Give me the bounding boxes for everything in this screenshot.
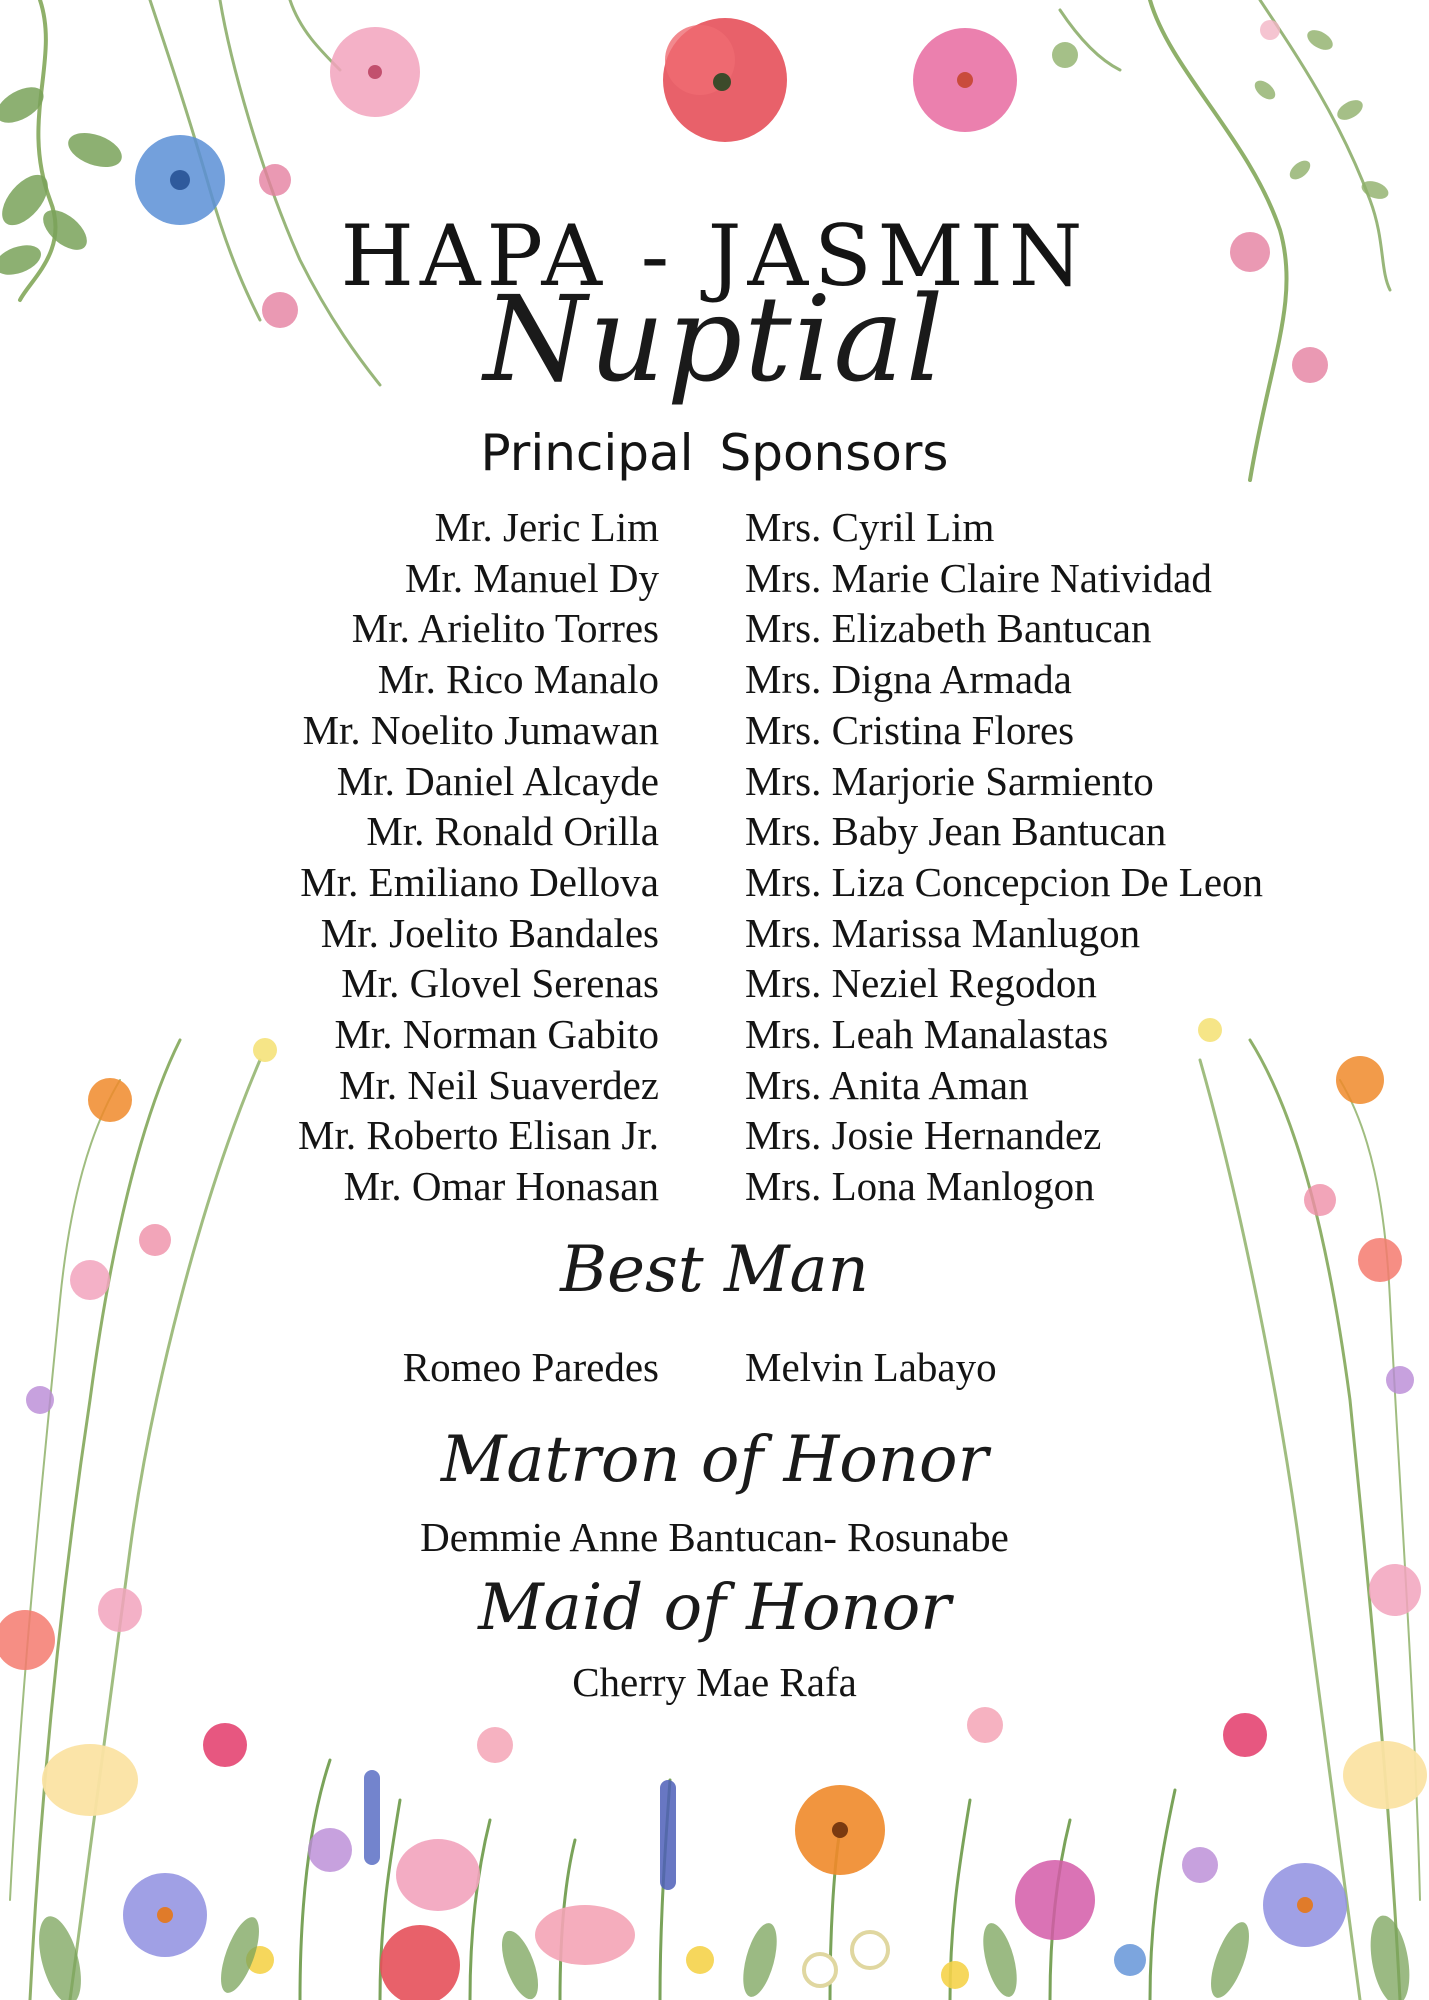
sponsor-name: Mrs. Marjorie Sarmiento bbox=[745, 757, 1154, 804]
sponsor-name: Mr. Rico Manalo bbox=[377, 656, 659, 703]
male-sponsors-list bbox=[298, 502, 659, 1212]
sponsor-name: Mrs. Cristina Flores bbox=[745, 706, 1075, 753]
sponsor-name: Mrs. Baby Jean Bantucan bbox=[745, 808, 1167, 855]
sponsor-name: Mrs. Neziel Regodon bbox=[745, 960, 1097, 1007]
sponsor-name: Mrs. Marie Claire Natividad bbox=[745, 554, 1212, 601]
best-man-name: Melvin Labayo bbox=[745, 1344, 997, 1390]
matron-of-honor-name: Demmie Anne Bantucan- Rosunabe bbox=[420, 1514, 1009, 1560]
best-man-heading: Best Man bbox=[560, 1233, 869, 1307]
sponsor-name: Mrs. Leah Manalastas bbox=[745, 1011, 1109, 1058]
sponsor-name: Mr. Ronald Orilla bbox=[366, 808, 659, 855]
sponsor-name: Mr. Daniel Alcayde bbox=[336, 757, 659, 804]
sponsor-name: Mr. Arielito Torres bbox=[351, 605, 659, 652]
sponsor-name: Mrs. Marissa Manlugon bbox=[745, 909, 1141, 956]
maid-of-honor-heading: Maid of Honor bbox=[478, 1571, 951, 1645]
couple-title: HAPA - JASMIN bbox=[340, 207, 1089, 306]
maid-of-honor-name: Cherry Mae Rafa bbox=[572, 1659, 857, 1705]
female-sponsors-list bbox=[745, 502, 1263, 1212]
sponsor-name: Mr. Roberto Elisan Jr. bbox=[297, 1112, 659, 1159]
sponsor-name: Mr. Manuel Dy bbox=[405, 554, 659, 601]
sponsor-name: Mrs. Elizabeth Bantucan bbox=[745, 605, 1152, 652]
sponsor-name: Mrs. Lona Manlogon bbox=[745, 1163, 1095, 1210]
sponsor-name: Mr. Jeric Lim bbox=[434, 504, 659, 550]
sponsor-name: Mr. Omar Honasan bbox=[343, 1163, 659, 1210]
principal-sponsors-heading: Principal Sponsors bbox=[480, 424, 949, 482]
sponsor-name: Mrs. Cyril Lim bbox=[745, 504, 995, 550]
sponsor-name: Mr. Emiliano Dellova bbox=[300, 858, 659, 905]
sponsor-name: Mr. Neil Suaverdez bbox=[339, 1061, 659, 1108]
sponsor-name: Mr. Norman Gabito bbox=[334, 1011, 659, 1058]
sponsor-name: Mrs. Digna Armada bbox=[745, 656, 1072, 703]
best-man-name: Romeo Paredes bbox=[402, 1344, 659, 1390]
sponsor-name: Mr. Noelito Jumawan bbox=[302, 706, 659, 753]
sponsor-name: Mrs. Liza Concepcion De Leon bbox=[745, 858, 1264, 905]
sponsor-name: Mr. Glovel Serenas bbox=[341, 960, 659, 1007]
sponsor-name: Mrs. Josie Hernandez bbox=[745, 1112, 1102, 1159]
matron-of-honor-heading: Matron of Honor bbox=[440, 1423, 989, 1497]
sponsor-name: Mrs. Anita Aman bbox=[745, 1061, 1029, 1108]
sponsor-name: Mr. Joelito Bandales bbox=[320, 909, 659, 956]
nuptial-script-heading: Nuptial bbox=[483, 270, 946, 408]
